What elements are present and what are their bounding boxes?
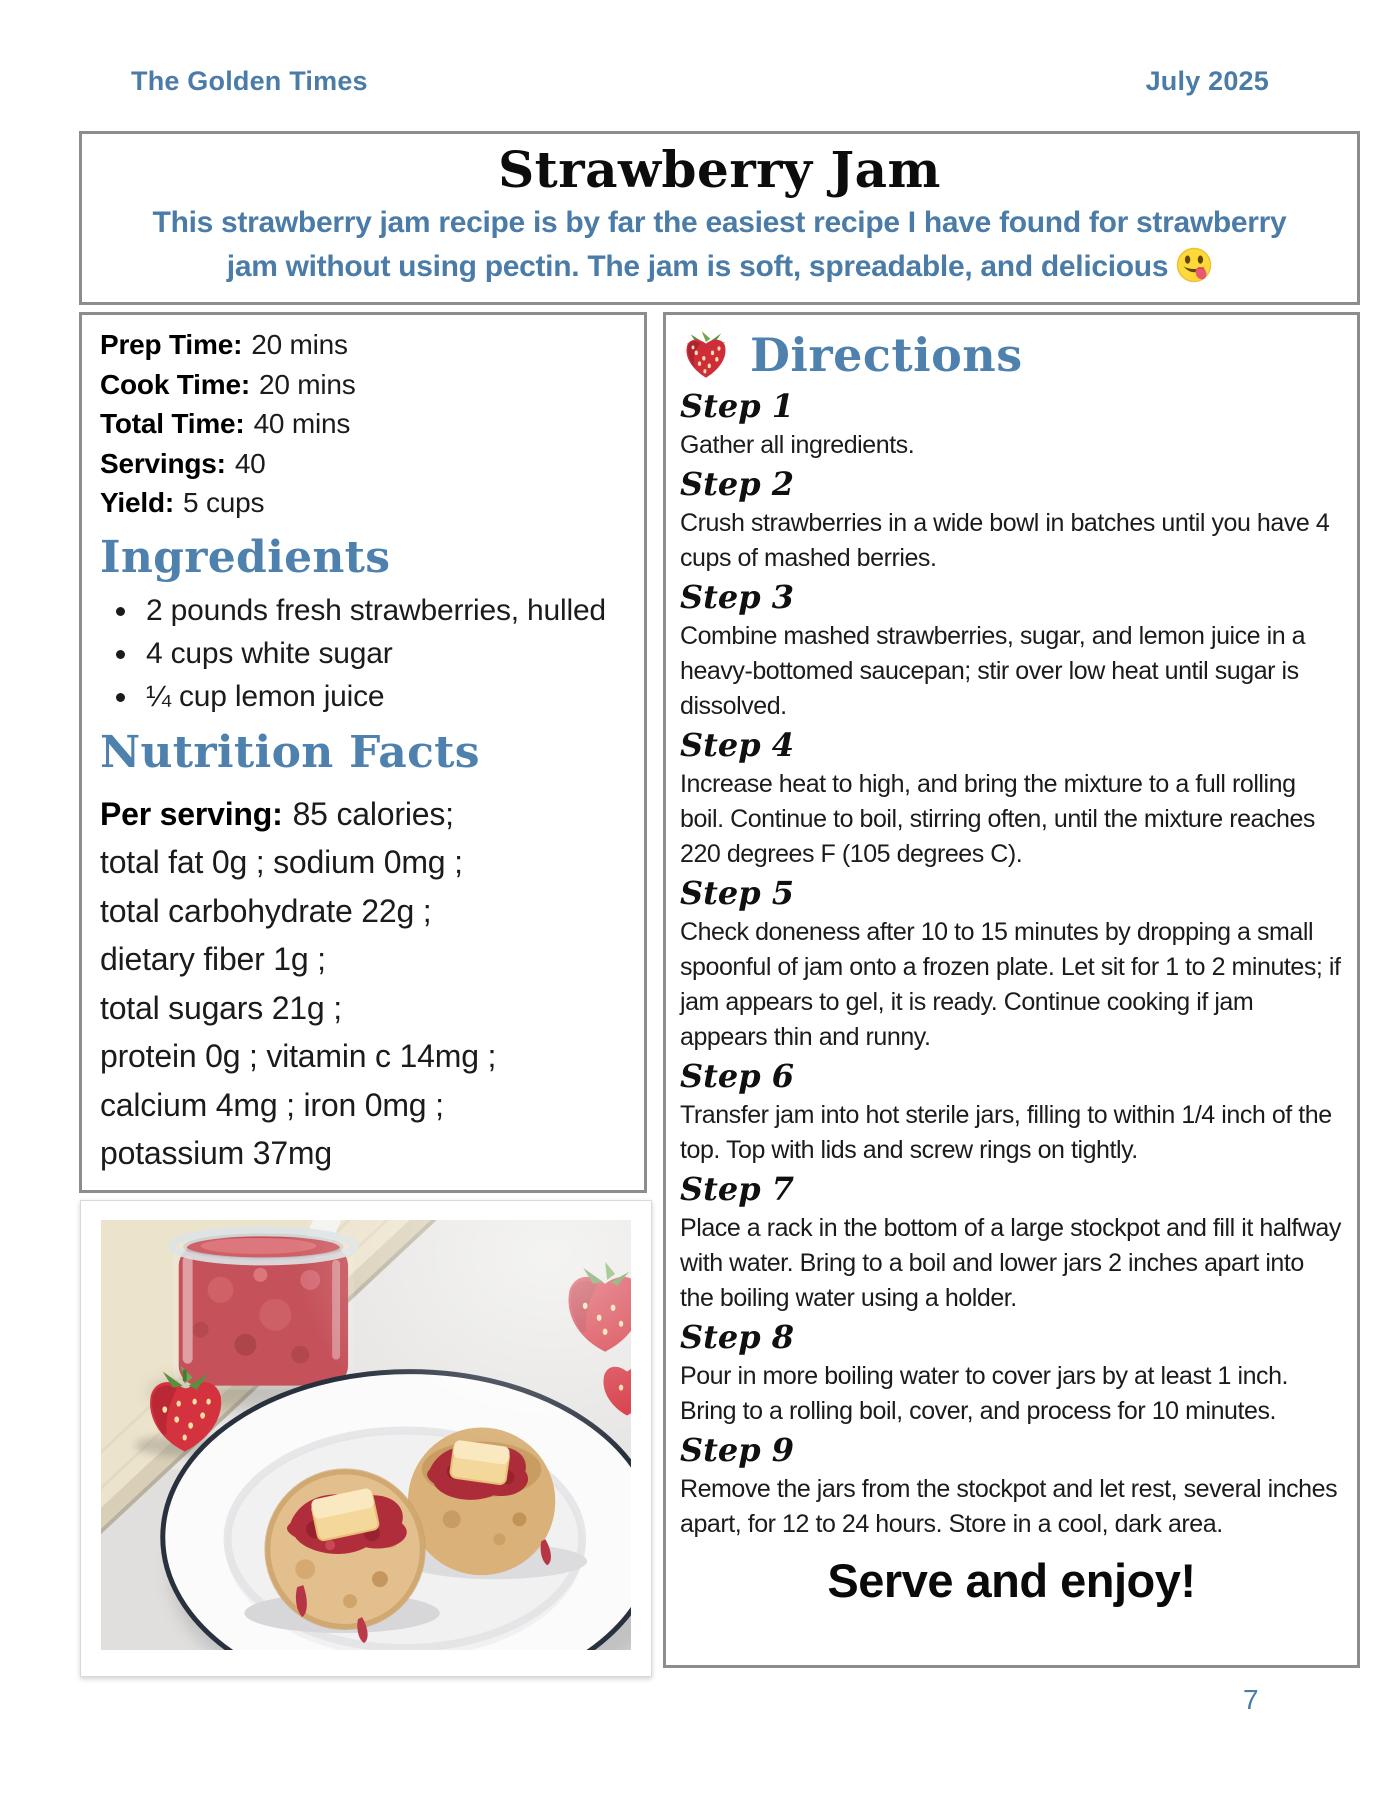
ingredient-item: • ¼ cup lemon juice (140, 675, 636, 718)
step-text: Pour in more boiling water to cover jars by at least 1 inch. Bring to a rolling boil, cover, and process for 10 minutes. (680, 1362, 1289, 1425)
ingredients-list (114, 589, 636, 718)
nutrition-line: total fat 0g ; sodium 0mg ; (100, 844, 463, 880)
step-text: Crush strawberries in a wide bowl in batches until you have 4 cups of mashed berries. (680, 509, 1330, 572)
direction-step (680, 724, 1343, 872)
newsletter-title: The Golden Times (131, 66, 368, 96)
recipe-title: Strawberry Jam (498, 140, 941, 199)
nutrition-line: potassium 37mg (100, 1135, 332, 1171)
ingredient-item: • 2 pounds fresh strawberries, hulled (140, 589, 636, 632)
direction-step (680, 1429, 1343, 1542)
step-label: Step 6 (680, 1057, 795, 1095)
direction-step (680, 1316, 1343, 1429)
step-text: Transfer jam into hot sterile jars, filling to within 1/4 inch of the top. Top with lids and screw rings on tightly. (680, 1101, 1332, 1164)
step-text: Gather all ingredients. (680, 431, 915, 459)
nutrition-line: total carbohydrate 22g ; (100, 892, 432, 929)
recipe-meta (100, 325, 636, 523)
strawberry-icon (680, 329, 732, 381)
nutrition-line: dietary fiber 1g ; (100, 941, 326, 977)
direction-step (680, 385, 1343, 463)
directions-steps (680, 385, 1343, 1542)
direction-step (680, 576, 1343, 724)
step-text: Place a rack in the bottom of a large stockpot and fill it halfway with water. Bring to a boil and lower jars 2 inches apart into the boiling water using a holder. (680, 1214, 1341, 1312)
meta-value: 5 cups (183, 487, 265, 518)
step-text: Increase heat to high, and bring the mixture to a full rolling boil. Continue to boil, stirring often, until the mixture reaches 220 degrees F (105 degrees C). (680, 770, 1315, 868)
step-label: Step 1 (680, 387, 795, 425)
meta-label: Prep Time: (100, 329, 243, 360)
directions-heading-row (680, 329, 1343, 381)
meta-value: 20 mins (258, 368, 356, 400)
step-text: Remove the jars from the stockpot and let rest, several inches apart, for 12 to 24 hours. Store in a cool, dark area. (680, 1475, 1338, 1538)
step-label: Step 7 (680, 1170, 795, 1208)
nutrition-block (100, 790, 636, 1178)
directions-heading: Directions (750, 328, 1023, 382)
nutrition-heading: Nutrition Facts (100, 726, 480, 778)
ingredient-item: • 4 cups white sugar (140, 632, 636, 675)
meta-row (100, 444, 636, 484)
face-savoring-food-emoji (1176, 247, 1212, 283)
recipe-title-box (79, 131, 1360, 305)
page-number: 7 (1243, 1684, 1259, 1715)
direction-step (680, 1055, 1343, 1168)
nutrition-line: calcium 4mg ; iron 0mg ; (100, 1086, 444, 1123)
direction-step (680, 1168, 1343, 1316)
recipe-photo-polaroid (80, 1200, 652, 1677)
ingredients-heading: Ingredients (100, 531, 391, 583)
step-label: Step 2 (680, 465, 795, 503)
nutrition-line: protein 0g ; vitamin c 14mg ; (100, 1038, 497, 1074)
meta-row (100, 365, 636, 405)
directions-box (663, 312, 1360, 1668)
meta-label: Yield: (100, 487, 174, 518)
masthead (131, 66, 1269, 97)
recipe-photo (101, 1220, 631, 1650)
meta-value: 40 mins (253, 408, 351, 439)
recipe-info-box (79, 312, 647, 1193)
recipe-description-line2: jam without using pectin. The jam is soft, spreadable, and delicious (82, 245, 1357, 289)
step-label: Step 3 (680, 578, 795, 616)
closing-line: Serve and enjoy! (827, 1554, 1196, 1607)
meta-value: 40 (234, 447, 266, 479)
nutrition-line: total sugars 21g ; (100, 989, 342, 1026)
nutrition-line: Per serving: 85 calories; (100, 795, 454, 832)
step-label: Step 4 (680, 726, 795, 764)
recipe-description-line1: This strawberry jam recipe is by far the easiest recipe I have found for strawberry (152, 206, 1287, 239)
step-text: Combine mashed strawberries, sugar, and lemon juice in a heavy-bottomed saucepan; stir over low heat until sugar is dissolved. (680, 622, 1306, 720)
meta-row (100, 483, 636, 523)
issue-date: July 2025 (1145, 66, 1269, 96)
direction-step (680, 463, 1343, 576)
meta-label: Total Time: (100, 408, 245, 439)
meta-row (100, 404, 636, 444)
direction-step (680, 872, 1343, 1055)
step-text: Check doneness after 10 to 15 minutes by dropping a small spoonful of jam onto a frozen plate. Let sit for 1 to 2 minutes; if jam appears to gel, it is ready. Continue cooking if jam appears thin and runny. (680, 918, 1341, 1051)
nutrition-lead: Per serving: (100, 795, 283, 832)
step-label: Step 5 (680, 874, 795, 912)
meta-row (100, 325, 636, 365)
recipe-description (82, 201, 1357, 289)
step-label: Step 8 (680, 1318, 795, 1356)
meta-value: 20 mins (251, 329, 348, 360)
meta-label: Cook Time: (100, 368, 250, 400)
step-label: Step 9 (680, 1431, 795, 1469)
meta-label: Servings: (100, 447, 226, 479)
nutrition-lines (100, 838, 636, 1178)
